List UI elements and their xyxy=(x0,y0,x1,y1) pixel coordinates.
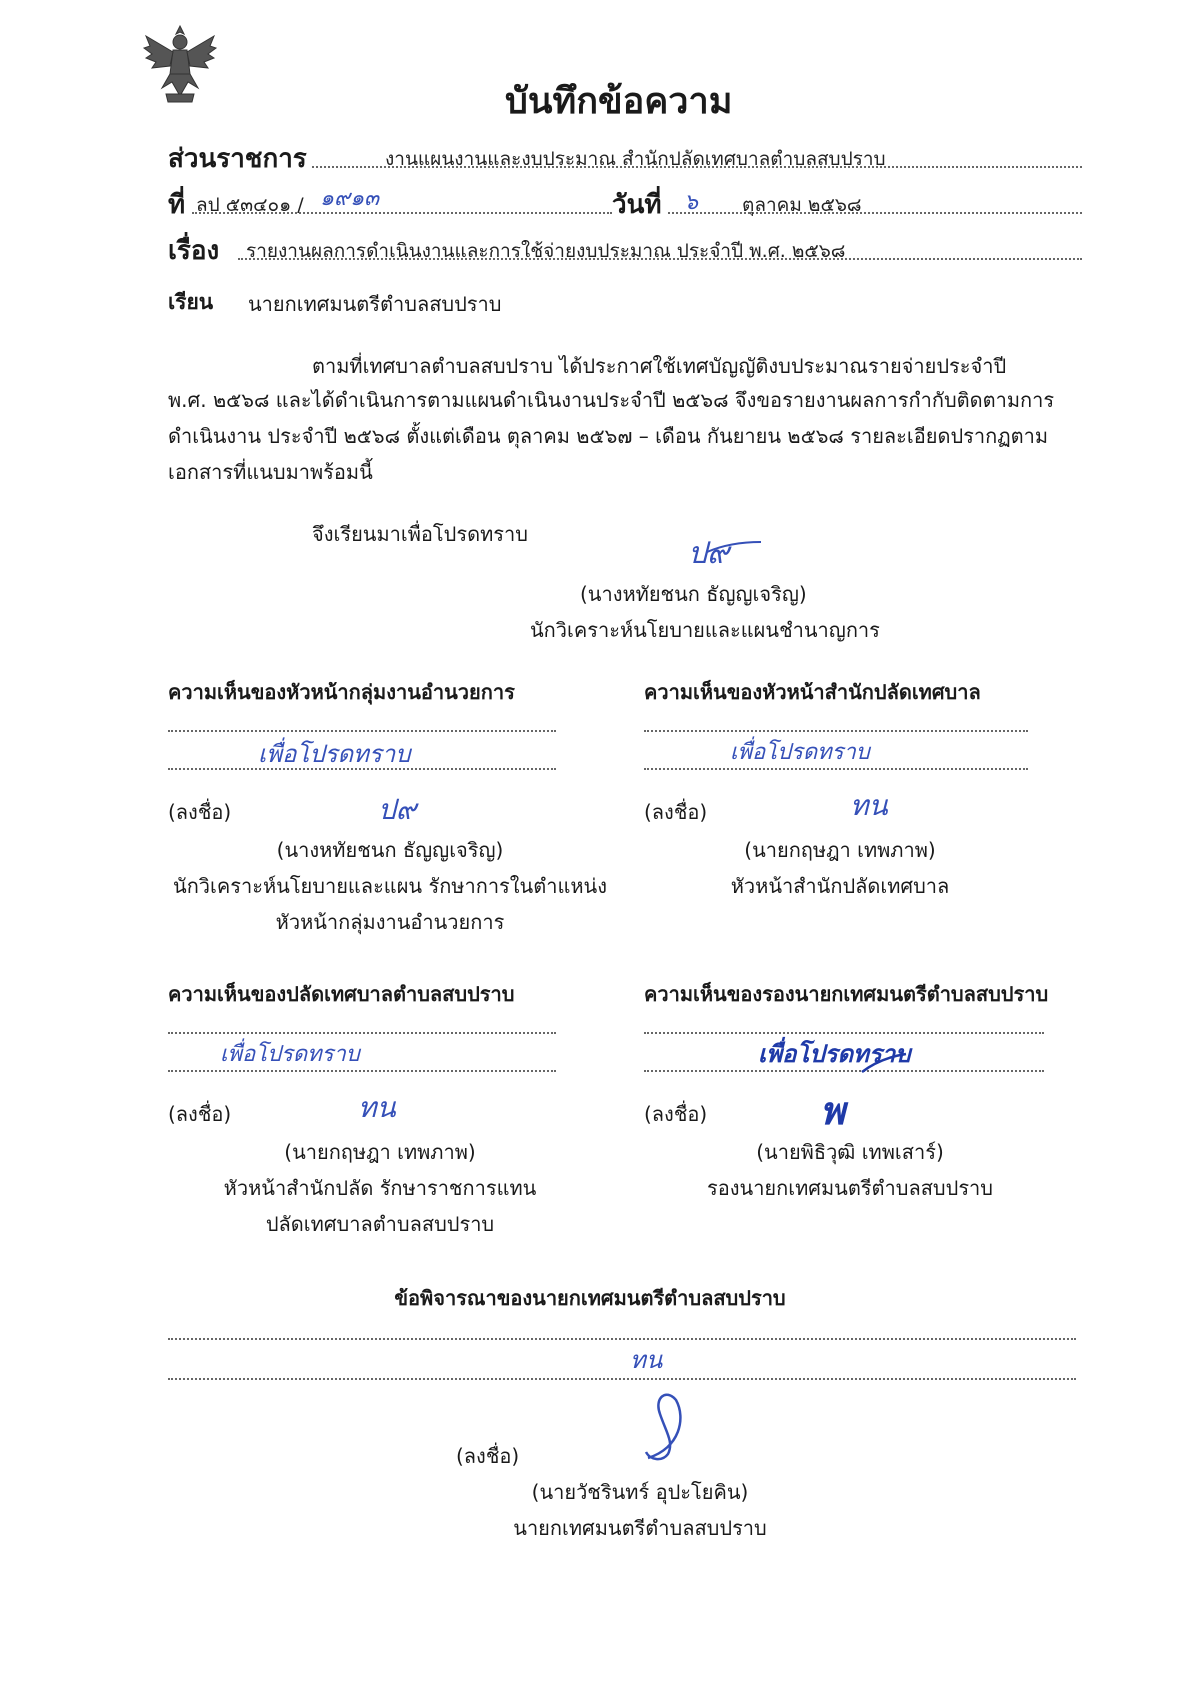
clerk-sign-label: (ลงชื่อ) xyxy=(168,1102,232,1126)
body-line-2: พ.ศ. ๒๕๖๘ และได้ดำเนินการตามแผนดำเนินงานประจำปี ๒๕๖๘ จึงขอรายงานผลการกำกับติดตามการ xyxy=(168,388,1055,412)
ref-handwritten-number: ๑๙๑๓ xyxy=(320,186,380,211)
group-head-sign-label: (ลงชื่อ) xyxy=(168,800,232,824)
deputy-mayor-comment-stroke xyxy=(860,1052,910,1076)
subject-label: เรื่อง xyxy=(168,236,220,266)
body-closing: จึงเรียนมาเพื่อโปรดทราบ xyxy=(312,522,528,546)
group-head-position-1: นักวิเคราะห์นโยบายและแผน รักษาการในตำแหน่ง xyxy=(173,874,607,898)
deputy-mayor-name: (นายพิธิวุฒิ เทพเสาร์) xyxy=(756,1140,944,1164)
deputy-mayor-sign-label: (ลงชื่อ) xyxy=(644,1102,708,1126)
mayor-signature xyxy=(630,1388,690,1468)
clerk-dotline-1 xyxy=(168,1032,556,1034)
deputy-mayor-comment: เพื่อโปรดทราบ xyxy=(758,1039,911,1068)
mayor-comment: ทน xyxy=(630,1346,663,1374)
office-head-position-1: หัวหน้าสำนักปลัดเทศบาล xyxy=(730,874,950,898)
mayor-dotline-2 xyxy=(168,1378,1076,1380)
mayor-position: นายกเทศมนตรีตำบลสบปราบ xyxy=(513,1516,767,1540)
group-head-heading: ความเห็นของหัวหน้ากลุ่มงานอำนวยการ xyxy=(168,680,515,704)
deputy-mayor-signature: พ xyxy=(820,1088,846,1133)
ref-value: ลป ๕๓๔๐๑ / xyxy=(196,194,304,216)
clerk-signature: ทน xyxy=(358,1091,396,1124)
office-head-dotline-1 xyxy=(644,730,1028,732)
date-dotline xyxy=(668,212,1082,214)
department-label: ส่วนราชการ xyxy=(168,144,307,174)
office-head-sign-label: (ลงชื่อ) xyxy=(644,800,708,824)
body-line-4: เอกสารที่แนบมาพร้อมนี้ xyxy=(168,460,373,484)
body-line-1: ตามที่เทศบาลตำบลสบปราบ ได้ประกาศใช้เทศบัญญัติงบประมาณรายจ่ายประจำปี xyxy=(312,354,1007,378)
clerk-position-1: หัวหน้าสำนักปลัด รักษาราชการแทน xyxy=(223,1176,537,1200)
ref-label: ที่ xyxy=(168,190,186,220)
date-label: วันที่ xyxy=(612,190,662,220)
office-head-heading: ความเห็นของหัวหน้าสำนักปลัดเทศบาล xyxy=(644,680,981,704)
mayor-heading: ข้อพิจารณาของนายกเทศมนตรีตำบลสบปราบ xyxy=(394,1286,786,1310)
group-head-comment: เพื่อโปรดทราบ xyxy=(258,740,411,768)
subject-value: รายงานผลการดำเนินงานและการใช้จ่ายงบประมาณ ประจำปี พ.ศ. ๒๕๖๘ xyxy=(246,240,846,262)
deputy-mayor-position-1: รองนายกเทศมนตรีตำบลสบปราบ xyxy=(707,1176,993,1200)
mayor-dotline-1 xyxy=(168,1338,1076,1340)
main-signer-name: (นางหทัยชนก ธัญญเจริญ) xyxy=(580,582,807,606)
main-signer-position: นักวิเคราะห์นโยบายและแผนชำนาญการ xyxy=(530,618,880,642)
clerk-name: (นายกฤษฎา เทพภาพ) xyxy=(284,1140,476,1164)
clerk-position-2: ปลัดเทศบาลตำบลสบปราบ xyxy=(265,1212,495,1236)
main-signature-stroke xyxy=(705,538,765,558)
mayor-sign-label: (ลงชื่อ) xyxy=(456,1444,520,1468)
to-value: นายกเทศมนตรีตำบลสบปราบ xyxy=(248,292,502,316)
to-label: เรียน xyxy=(168,290,214,314)
office-head-signature: ทน xyxy=(850,789,888,822)
main-signature: ป๙ xyxy=(688,536,730,571)
office-head-name: (นายกฤษฎา เทพภาพ) xyxy=(744,838,936,862)
clerk-comment: เพื่อโปรดทราบ xyxy=(220,1042,360,1067)
mayor-name: (นายวัชรินทร์ อุปะโยคิน) xyxy=(531,1480,749,1504)
date-handwritten-day: ๖ xyxy=(684,190,698,215)
group-head-position-2: หัวหน้ากลุ่มงานอำนวยการ xyxy=(275,910,505,934)
group-head-name: (นางหทัยชนก ธัญญเจริญ) xyxy=(276,838,504,862)
office-head-comment: เพื่อโปรดทราบ xyxy=(730,740,870,765)
group-head-signature: ป๙ xyxy=(378,793,417,826)
date-value: ตุลาคม ๒๕๖๘ xyxy=(742,194,862,216)
body-line-3: ดำเนินงาน ประจำปี ๒๕๖๘ ตั้งแต่เดือน ตุลาคม ๒๕๖๗ – เดือน กันยายน ๒๕๖๘ รายละเอียดปรากฏตาม xyxy=(168,424,1049,448)
department-value: งานแผนงานและงบประมาณ สำนักปลัดเทศบาลตำบลสบปราบ xyxy=(385,148,886,170)
garuda-emblem-icon xyxy=(140,22,220,104)
deputy-mayor-heading: ความเห็นของรองนายกเทศมนตรีตำบลสบปราบ xyxy=(644,982,1049,1006)
clerk-heading: ความเห็นของปลัดเทศบาลตำบลสบปราบ xyxy=(168,982,515,1006)
memo-title: บันทึกข้อความ xyxy=(505,81,733,122)
group-head-dotline-1 xyxy=(168,730,556,732)
